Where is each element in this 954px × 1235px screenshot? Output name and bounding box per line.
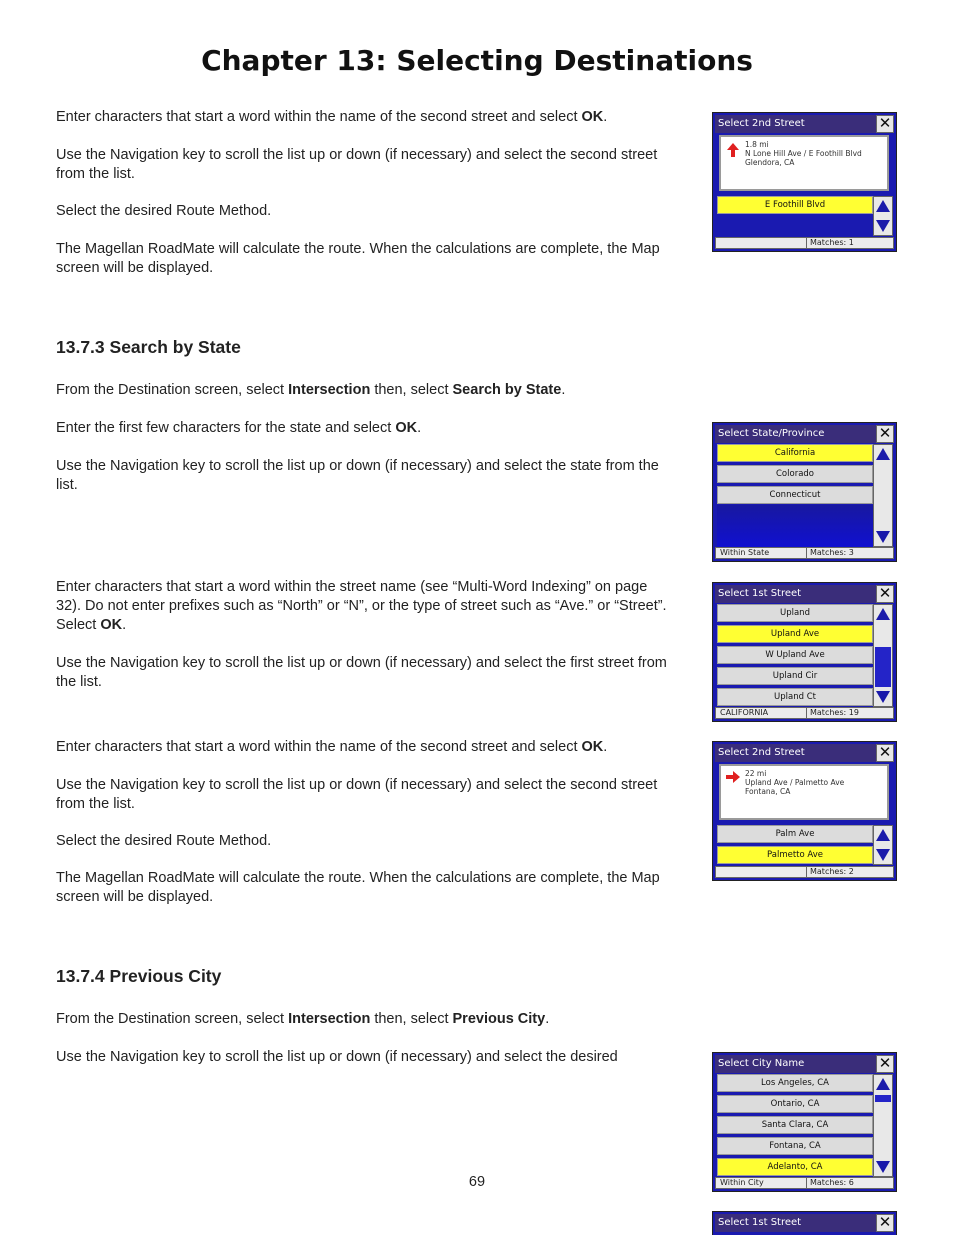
scroll-up-icon[interactable] [876,829,890,841]
paragraph: Enter characters that start a word within the name of the second street and select OK. [56,739,608,755]
scrollbar[interactable] [873,825,893,865]
status-left [718,238,807,248]
screen-select-1st-street [712,582,897,722]
paragraph: Use the Navigation key to scroll the list up or down (if necessary) and select the desired [56,1049,618,1065]
paragraph: Use the Navigation key to scroll the list up or down (if necessary) and select the first street from the list. [56,655,667,690]
list-item[interactable]: Upland Ct [717,688,873,706]
screen-select-2nd-street [712,112,897,252]
screen-select-city [712,1052,897,1192]
screen-title: Select 2nd Street [715,744,894,762]
paragraph: Use the Navigation key to scroll the list up or down (if necessary) and select the second street from the list. [56,147,658,182]
matches-count: Matches: 3 [810,548,854,557]
page-number: 69 [468,1174,486,1190]
distance: 1.8 mi [745,140,769,149]
paragraph: The Magellan RoadMate will calculate the route. When the calculations are complete, the Map screen will be displayed. [56,241,660,276]
paragraph: The Magellan RoadMate will calculate the route. When the calculations are complete, the Map screen will be displayed. [56,870,660,905]
arrow-up-icon [727,143,739,157]
list-item[interactable]: Upland [717,604,873,622]
matches-count: Matches: 19 [810,708,859,717]
scroll-down-icon[interactable] [876,531,890,543]
city: Glendora, CA [745,158,795,167]
close-icon[interactable]: ✕ [876,1214,894,1232]
matches-count: Matches: 2 [810,867,854,876]
status-bar [715,237,894,249]
status-filter: Within State [718,548,807,558]
status-bar [715,547,894,559]
screen-title: Select City Name [715,1055,894,1073]
close-icon[interactable]: ✕ [876,1055,894,1073]
list-item[interactable]: Fontana, CA [717,1137,873,1155]
list-item[interactable]: Palm Ave [717,825,873,843]
screen-select-1st-street-partial [712,1211,897,1235]
scrollbar[interactable] [873,604,893,707]
section-heading: 13.7.4 Previous City [56,966,222,986]
list-item[interactable]: Colorado [717,465,873,483]
screen-title: Select State/Province [715,425,894,443]
list-item[interactable]: Santa Clara, CA [717,1116,873,1134]
status-bar [715,707,894,719]
paragraph: Use the Navigation key to scroll the list up or down (if necessary) and select the state from the list. [56,458,659,493]
scrollbar[interactable] [873,196,893,236]
scroll-up-icon[interactable] [876,608,890,620]
scrollbar[interactable] [873,1074,893,1177]
intersection: N Lone Hill Ave / E Foothill Blvd [745,149,862,158]
close-icon[interactable]: ✕ [876,585,894,603]
paragraph: Enter characters that start a word within the street name (see “Multi-Word Indexing” on page 32). Do not enter prefixes such as “North” or “N”, or the type of street such as “Ave.” or “Street”. Select OK. [56,579,667,633]
screen-title: Select 1st Street [715,585,894,603]
scrollbar[interactable] [873,444,893,547]
section-heading: 13.7.3 Search by State [56,337,241,357]
list-item[interactable]: Palmetto Ave [717,846,873,864]
status-filter: CALIFORNIA [718,708,807,718]
matches-count: Matches: 1 [810,238,854,247]
close-icon[interactable]: ✕ [876,744,894,762]
paragraph: From the Destination screen, select Intersection then, select Previous City. [56,1011,550,1027]
status-filter: Within City [718,1178,807,1188]
paragraph: Use the Navigation key to scroll the list up or down (if necessary) and select the second street from the list. [56,777,658,812]
paragraph: From the Destination screen, select Intersection then, select Search by State. [56,382,566,398]
paragraph: Select the desired Route Method. [56,203,272,219]
scroll-up-icon[interactable] [876,1078,890,1090]
page-title: Chapter 13: Selecting Destinations [201,44,753,77]
screen-select-state [712,422,897,562]
city: Fontana, CA [745,787,791,796]
screen-select-2nd-street [712,741,897,881]
list-item[interactable]: Los Angeles, CA [717,1074,873,1092]
paragraph: Select the desired Route Method. [56,833,272,849]
matches-count: Matches: 6 [810,1178,854,1187]
scroll-down-icon[interactable] [876,220,890,232]
list-item[interactable]: Upland Cir [717,667,873,685]
list-item[interactable]: Ontario, CA [717,1095,873,1113]
list-item[interactable]: E Foothill Blvd [717,196,873,214]
close-icon[interactable]: ✕ [876,115,894,133]
screen-title: Select 1st Street [715,1214,894,1232]
list-item[interactable]: Upland Ave [717,625,873,643]
scroll-thumb[interactable] [875,647,891,687]
status-left [718,867,807,877]
list-item[interactable]: California [717,444,873,462]
list-item[interactable]: W Upland Ave [717,646,873,664]
screen-title: Select 2nd Street [715,115,894,133]
distance: 22 mi [745,769,767,778]
arrow-right-icon [726,771,740,783]
scroll-down-icon[interactable] [876,1161,890,1173]
scroll-up-icon[interactable] [876,200,890,212]
paragraph: Enter the first few characters for the state and select OK. [56,420,422,436]
scroll-thumb[interactable] [875,1095,891,1102]
list-item[interactable]: Connecticut [717,486,873,504]
scroll-down-icon[interactable] [876,691,890,703]
empty-list-area [717,505,873,547]
status-bar [715,866,894,878]
route-info-box [719,764,889,820]
list-item[interactable]: Adelanto, CA [717,1158,873,1176]
scroll-up-icon[interactable] [876,448,890,460]
route-info-box [719,135,889,191]
paragraph: Enter characters that start a word within the name of the second street and select OK. [56,109,608,125]
status-bar [715,1177,894,1189]
scroll-down-icon[interactable] [876,849,890,861]
close-icon[interactable]: ✕ [876,425,894,443]
intersection: Upland Ave / Palmetto Ave [745,778,845,787]
